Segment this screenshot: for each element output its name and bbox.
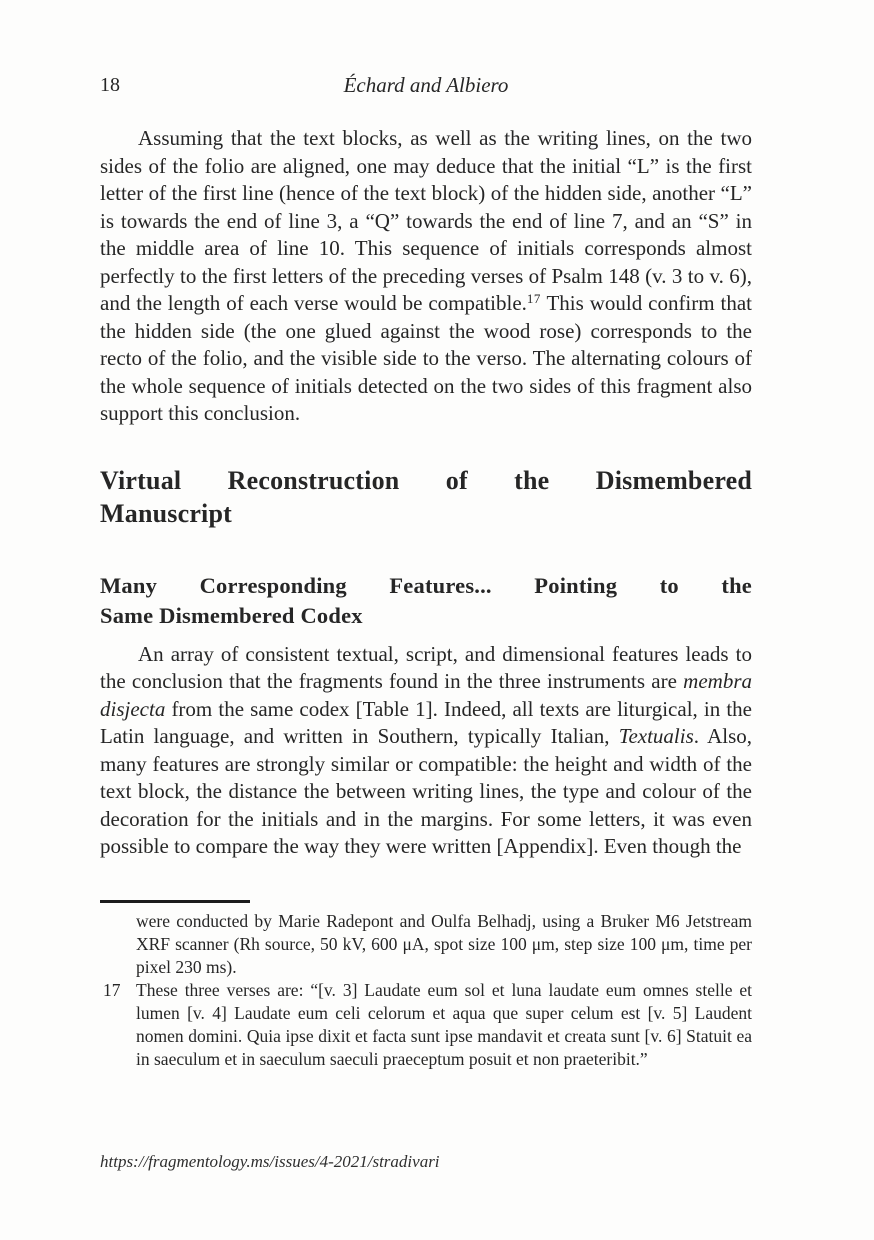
paragraph-initials-analysis xyxy=(100,125,752,428)
paragraph-text: An array of consistent textual, script, and dimensional features leads to the conclusion that the fragments found in the three instruments are xyxy=(100,641,752,693)
subsection-heading xyxy=(100,571,752,631)
footnote-continuation: were conducted by Marie Radepont and Oulfa Belhadj, using a Bruker M6 Jetstream XRF scanner (Rh source, 50 kV, 600 μA, spot size 100 μm, step size 100 μm, time per pixel 230 ms). xyxy=(136,910,752,977)
page-number: 18 xyxy=(100,74,120,96)
running-header-title: Échard and Albiero xyxy=(343,73,509,97)
paragraph-text: This would confirm that the hidden side (the one glued against the wood rose) corresponds to the recto of the folio, and the visible side to the verso. The alternating colours of the whole sequence of initials detected on the two sides of this fragment also support this conclusion. xyxy=(100,291,752,425)
footnote-separator xyxy=(100,900,250,903)
paragraph-features xyxy=(100,641,752,861)
section-heading xyxy=(100,464,752,530)
footnote-17-number: 17 xyxy=(103,979,121,1000)
paragraph-text: . Also, many features are strongly similar or compatible: the height and width of the text block, the distance the between writing lines, the type and colour of the decoration for the initials and in the margins. For some letters, it was even possible to compare the way they were written [Appendix]. Even though the xyxy=(100,724,752,858)
subsection-heading-line: Many Corresponding Features... Pointing to the xyxy=(100,572,752,598)
paragraph-text: from the same codex [Table 1]. Indeed, all texts are liturgical, in the Latin language, and written in Southern, typically Italian, xyxy=(100,696,752,748)
section-heading-line: Virtual Reconstruction of the Dismembered xyxy=(100,465,752,495)
footer-url[interactable]: https://fragmentology.ms/issues/4-2021/stradivari xyxy=(100,1152,440,1171)
latin-term: Textualis xyxy=(618,724,694,748)
latin-term: membra disjecta xyxy=(100,669,752,721)
paragraph-text: Assuming that the text blocks, as well as the writing lines, on the two sides of the folio are aligned, one may deduce that the initial “L” is the first letter of the first line (hence of the text block) of the hidden side, another “L” is towards the end of line 3, a “Q” towards the end of line 7, and an “S” in the middle area of line 10. This sequence of initials corresponds almost perfectly to the first letters of the preceding verses of Psalm 148 (v. 3 to v. 6), and the length of each verse would be compatible. xyxy=(100,126,752,315)
section-heading-line: Manuscript xyxy=(100,498,232,528)
footnote-ref-17: 17 xyxy=(526,291,541,306)
footnote-17-text: These three verses are: “[v. 3] Laudate eum sol et luna laudate eum omnes stelle et lumen [v. 4] Laudate eum celi celorum et aqua que super celum est [v. 5] Laudent nomen domini. Quia ipse dixit et facta sunt ipse mandavit et creata sunt [v. 6] Statuit ea in saeculum et in saeculum saeculi praeceptum posuit et non praeteribit.” xyxy=(136,979,752,1069)
running-header xyxy=(100,72,752,98)
footnote-block xyxy=(100,910,752,1071)
subsection-heading-line: Same Dismembered Codex xyxy=(100,602,363,628)
footnote-17 xyxy=(100,979,752,1071)
